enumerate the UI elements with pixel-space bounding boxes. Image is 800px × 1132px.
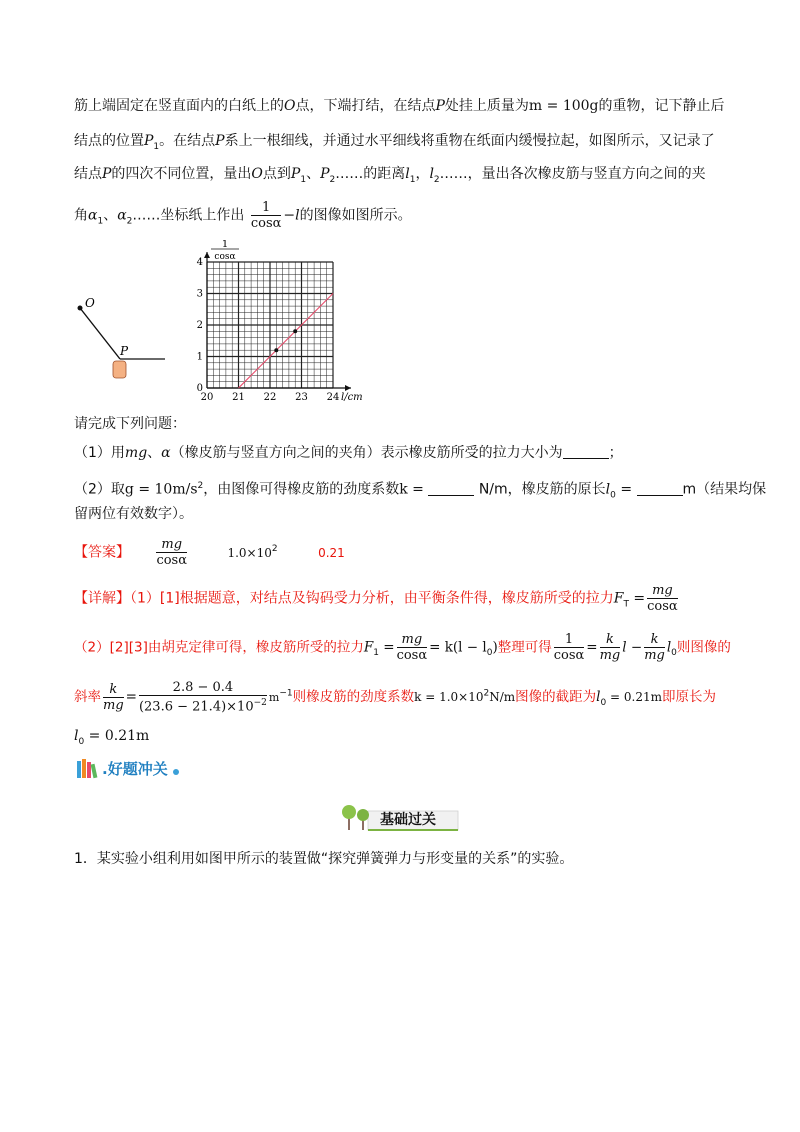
answer-fraction: $\frac{mg}{\cos\alpha}$ <box>156 537 188 568</box>
section-basic-tab <box>340 801 460 833</box>
answer-blank-1[interactable] <box>563 444 609 459</box>
questions-intro: 请完成下列问题： <box>74 416 186 432</box>
detail-fraction-1: $\frac{mg}{\cos\alpha}$ <box>647 583 678 614</box>
detail-fraction-2: $\frac{mg}{\cos\alpha}$ <box>396 632 428 663</box>
y-label-den: cosα <box>214 252 236 262</box>
x-tick-label: 24 <box>326 392 340 403</box>
detail-fraction-7: $\frac{2.8 - 0.4}{(23.6 - 21.4)\times 10^{-2}}$ <box>138 680 267 715</box>
detail-line-4: $l_0 = 0.21m$ <box>74 728 150 747</box>
question-1: （1）用mg、α（橡皮筋与竖直方向之间的夹角）表示橡皮筋所受的拉力大小为 ； <box>74 445 623 461</box>
dot-icon <box>173 769 179 775</box>
fit-line <box>239 294 334 389</box>
intro-line-4: 角$\alpha_1$、$\alpha_2\dots\dots$坐标纸上作出 $\frac{1}{\cos\alpha}$ −l的图像如图所示。 <box>74 200 412 231</box>
detail-fraction-3: $\frac{1}{\cos\alpha}$ <box>553 632 585 663</box>
x-tick-label: 21 <box>232 392 245 403</box>
answer-line: 【答案】 $\frac{mg}{\cos\alpha}$ $1.0\times 10^2$ 0.21 <box>74 537 345 568</box>
detail-fraction-4: $\frac{k}{mg}$ <box>599 632 621 663</box>
problem-1: 1．某实验小组利用如图甲所示的装置做“探究弹簧弹力与形变量的关系”的实验。 <box>74 851 574 867</box>
good-questions-banner <box>76 758 179 779</box>
y-tick-label: 0 <box>196 383 203 394</box>
detail-line-3: 斜率 $\frac{k}{mg}$ = $\frac{2.8 - 0.4}{(23.6 - 21.4)\times 10^{-2}}$ $m^{-1}$则橡皮筋的劲度系数$k = 1.0\times 10^2N/m$图像的截距为$l_0 = 0.21m$即原长为 <box>74 680 716 715</box>
x-tick-label: 22 <box>263 392 277 403</box>
detail-fraction-6: $\frac{k}{mg}$ <box>103 681 124 713</box>
y-tick-label: 4 <box>196 257 203 268</box>
y-axis-arrow <box>204 252 210 258</box>
weight <box>113 361 126 378</box>
detail-line-1: 【详解】（1）[1]根据题意，对结点及钩码受力分析，由平衡条件得，橡皮筋所受的拉力$F_T$ = $\frac{mg}{\cos\alpha}$ <box>74 583 678 614</box>
label-o: O <box>85 296 95 310</box>
label-p: P <box>120 344 129 358</box>
rubber-band-diagram <box>70 295 170 385</box>
answer-blank-2[interactable] <box>428 481 474 496</box>
section-title: 基础过关 <box>380 812 436 828</box>
banner-title: .好题冲关 <box>102 760 168 778</box>
rubber-band <box>80 308 120 359</box>
intro-fraction: $\frac{1}{\cos\alpha}$ <box>250 200 282 231</box>
x-axis-arrow <box>345 385 351 391</box>
y-tick-label: 3 <box>196 288 203 300</box>
data-point <box>293 329 297 333</box>
y-tick-label: 1 <box>196 351 203 363</box>
detail-fraction-5: $\frac{k}{mg}$ <box>644 632 665 663</box>
y-tick-label: 2 <box>196 320 203 331</box>
y-label-num: 1 <box>221 240 229 250</box>
graph-chart <box>185 240 385 405</box>
x-tick-label: 20 <box>200 392 214 403</box>
detail-line-2: （2）[2][3]由胡克定律可得，橡皮筋所受的拉力$F_1$ = $\frac{mg}{\cos\alpha}$ = $k(l - l_0)$整理可得 $\frac{1}{\cos\alpha}$ = $\frac{k}{mg}$ l − $\frac{k}{mg}$ $l_0$则图像的 <box>74 632 731 663</box>
answer-blank-3[interactable] <box>637 481 683 496</box>
books-icon <box>76 759 98 779</box>
data-point <box>274 348 278 352</box>
question-2: （2）取$g = 10m/s^2$，由图像可得橡皮筋的劲度系数k = N/m，橡皮筋的原长$l_0 = m$（结果均保 <box>74 481 767 501</box>
intro-line-3: 结点P的四次不同位置，量出O点到$P_1$、$P_2\dots\dots$的距离$l_1$，$l_2\dots\dots$，量出各次橡皮筋与竖直方向之间的夹 <box>74 166 706 185</box>
question-2-cont: 留两位有效数字）。 <box>74 506 193 522</box>
intro-line-2: 结点的位置$P_1$。在结点P系上一根细线，并通过水平细线将重物在纸面内缓慢拉起，如图所示，又记录了 <box>74 133 715 152</box>
intro-line-1: 筋上端固定在竖直面内的白纸上的O点，下端打结，在结点P处挂上质量为m = 100g的重物，记下静止后 <box>74 98 725 114</box>
x-tick-label: 23 <box>295 392 308 403</box>
x-axis-label: l/cm <box>341 392 363 403</box>
